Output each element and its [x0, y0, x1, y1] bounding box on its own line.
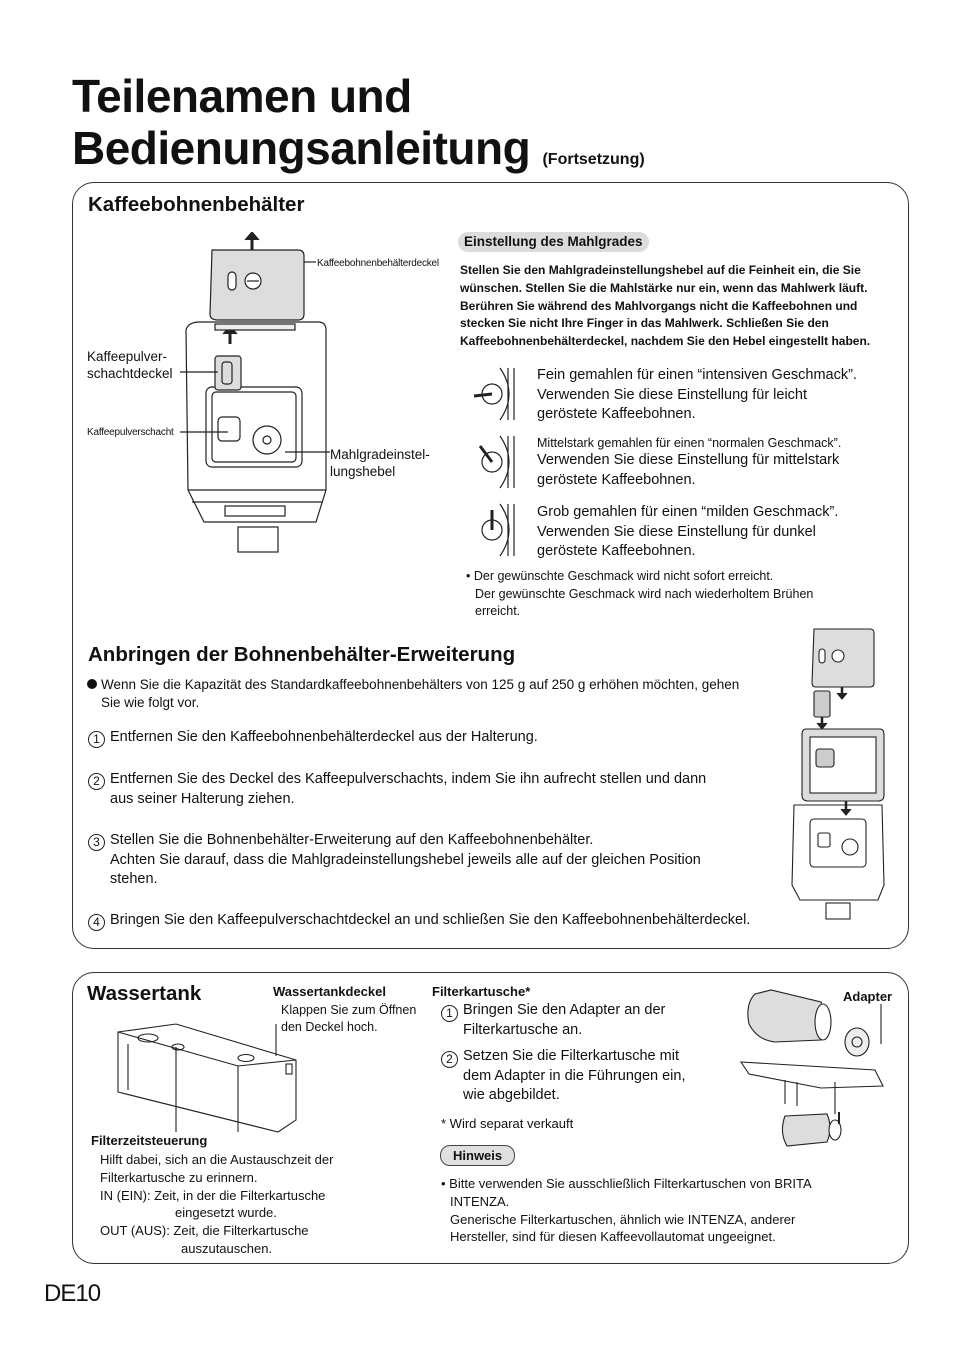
timer-desc — [100, 1151, 333, 1258]
timer-desc-line: Hilft dabei, sich an die Austauschzeit der — [100, 1152, 334, 1167]
filter-step-number-2: 2 — [441, 1051, 458, 1068]
fine-line: Verwenden Sie diese Einstellung für leicht — [537, 386, 808, 403]
label-bean-lid: Kaffeebohnenbehälterdeckel — [317, 258, 439, 269]
step-line: stehen. — [110, 871, 158, 887]
label-lever-2: lungshebel — [330, 464, 396, 479]
grind-intro-line: Berühren Sie während des Mahlvorgangs nicht die Kaffeebohnen und — [460, 298, 858, 313]
adapter-label: Adapter — [843, 989, 893, 1004]
title-main: Bedienungsanleitung — [72, 122, 531, 174]
filter-step-line: wie abgebildet. — [463, 1087, 560, 1103]
hint-line: Generische Filterkartuschen, ähnlich wie INTENZA, anderer — [450, 1211, 796, 1227]
label-lever-1: Mahlgradeinstel- — [330, 447, 430, 462]
bullet-icon — [87, 679, 97, 689]
grind-note-line: erreicht. — [475, 604, 521, 618]
medium-line: geröstete Kaffeebohnen. — [537, 471, 696, 488]
fine-grind-icon — [470, 366, 520, 422]
hint-line: INTENZA. — [450, 1193, 510, 1209]
hint-pill: Hinweis — [440, 1145, 515, 1166]
filter-cartridge-illustration — [735, 984, 905, 1154]
grind-intro-line: wünschen. Stellen Sie die Mahlstärke nur ein, wenn das Mahlwerk läuft. — [460, 280, 868, 295]
filter-step-line: Bringen Sie den Adapter an der — [463, 1002, 666, 1018]
hint-line: Hersteller, sind für diesen Kaffeevollautomat ungeeignet. — [450, 1229, 776, 1245]
medium-grind-text — [537, 435, 841, 490]
grind-note-line: • Der gewünschte Geschmack wird nicht sofort erreicht. — [466, 569, 774, 583]
grind-intro — [460, 262, 900, 351]
medium-line-small: Mittelstark gemahlen für einen “normalen Geschmack”. — [537, 436, 842, 450]
timer-desc-line: eingesetzt wurde. — [175, 1205, 277, 1221]
extension-step-1 — [110, 728, 538, 748]
timer-desc-line: auszutauschen. — [181, 1240, 273, 1256]
label-chute-lid — [87, 348, 173, 382]
step-line: Achten Sie darauf, dass die Mahlgradeinstellungshebel jeweils alle auf der gleichen Position — [110, 851, 701, 868]
coarse-grind-text — [537, 503, 838, 562]
step-line: Stellen Sie die Bohnenbehälter-Erweiterung auf den Kaffeebohnenbehälter. — [110, 832, 594, 848]
medium-line: Verwenden Sie diese Einstellung für mittelstark — [537, 452, 840, 468]
filter-step-number-1: 1 — [441, 1005, 458, 1022]
coarse-line: Grob gemahlen für einen “milden Geschmack”. — [537, 504, 839, 520]
bullet-line: Sie wie folgt vor. — [101, 694, 200, 710]
title-line-2 — [72, 122, 645, 186]
title-suffix: (Fortsetzung) — [542, 151, 645, 168]
coarse-line: Verwenden Sie diese Einstellung für dunkel — [537, 523, 816, 540]
water-tank-illustration — [108, 1020, 308, 1135]
hint-line: • Bitte verwenden Sie ausschließlich Filterkartuschen von BRITA — [441, 1176, 812, 1191]
hint-text — [441, 1175, 812, 1246]
label-chute: Kaffeepulverschacht — [87, 427, 174, 438]
extension-heading: Anbringen der Bohnenbehälter-Erweiterung — [88, 643, 516, 666]
water-heading: Wassertank — [87, 982, 202, 1005]
coarse-grind-icon — [470, 502, 520, 558]
step-line: Entfernen Sie des Deckel des Kaffeepulverschachts, indem Sie ihn aufrecht stellen und dann — [110, 771, 707, 787]
fine-line: geröstete Kaffeebohnen. — [537, 406, 696, 422]
grind-intro-line: stecken Sie nicht Ihre Finger in das Mahlwerk. Schließen Sie den — [460, 316, 829, 331]
coarse-line: geröstete Kaffeebohnen. — [537, 543, 696, 559]
timer-desc-line: Filterkartusche zu erinnern. — [100, 1169, 258, 1185]
bullet-line: Wenn Sie die Kapazität des Standardkaffeebohnenbehälters von 125 g auf 250 g erhöhen möchten, gehen — [101, 677, 740, 692]
filter-step-line: dem Adapter in die Führungen ein, — [463, 1067, 686, 1084]
extension-illustration — [786, 625, 896, 940]
label-grind-lever — [330, 446, 430, 480]
extension-step-2 — [110, 770, 706, 809]
filter-step-1 — [463, 1001, 665, 1040]
lid-desc-line: Klappen Sie zum Öffnen — [281, 1003, 417, 1017]
extension-step-3 — [110, 831, 701, 890]
step-number-2: 2 — [88, 773, 105, 790]
grind-note — [466, 568, 813, 621]
medium-grind-icon — [470, 434, 520, 490]
filter-step-2 — [463, 1047, 685, 1106]
page-title — [72, 70, 645, 186]
lid-desc-line: den Deckel hoch. — [281, 1020, 378, 1034]
bean-heading: Kaffeebohnenbehälter — [88, 193, 305, 216]
label-chute-lid-1: Kaffeepulver- — [87, 349, 168, 364]
timer-desc-line: IN (EIN): Zeit, in der die Filterkartusche — [100, 1187, 326, 1203]
extension-step-4 — [110, 911, 750, 931]
step-number-3: 3 — [88, 834, 105, 851]
label-chute-lid-2: schachtdeckel — [87, 366, 173, 381]
page-number: DE10 — [44, 1280, 101, 1307]
timer-desc-line: OUT (AUS): Zeit, die Filterkartusche — [100, 1223, 309, 1239]
bean-hopper-illustration — [80, 232, 460, 562]
footnote: * Wird separat verkauft — [441, 1116, 574, 1131]
filter-step-line: Filterkartusche an. — [463, 1021, 583, 1038]
grind-note-line: Der gewünschte Geschmack wird nach wiederholtem Brühen — [475, 586, 814, 601]
title-line-1: Teilenamen und — [72, 70, 412, 122]
fine-grind-text — [537, 366, 857, 425]
grind-setting-pill: Einstellung des Mahlgrades — [458, 232, 649, 252]
step-line: Bringen Sie den Kaffeepulverschachtdeckel an und schließen Sie den Kaffeebohnenbehälterdeckel. — [110, 912, 751, 928]
step-number-4: 4 — [88, 914, 105, 931]
grind-intro-line: Kaffeebohnenbehälterdeckel, nachdem Sie den Hebel eingestellt haben. — [460, 334, 871, 349]
step-number-1: 1 — [88, 731, 105, 748]
water-lid-label: Wassertankdeckel — [273, 984, 386, 999]
step-line: Entfernen Sie den Kaffeebohnenbehälterdeckel aus der Halterung. — [110, 729, 538, 745]
fine-line: Fein gemahlen für einen “intensiven Geschmack”. — [537, 367, 857, 383]
filter-step-line: Setzen Sie die Filterkartusche mit — [463, 1048, 679, 1064]
extension-bullet — [101, 676, 739, 711]
timer-label: Filterzeitsteuerung — [91, 1133, 208, 1148]
grind-intro-line: Stellen Sie den Mahlgradeinstellungshebel auf die Feinheit ein, die Sie — [460, 263, 861, 277]
filter-label: Filterkartusche* — [432, 984, 531, 999]
step-line: aus seiner Halterung ziehen. — [110, 790, 295, 807]
